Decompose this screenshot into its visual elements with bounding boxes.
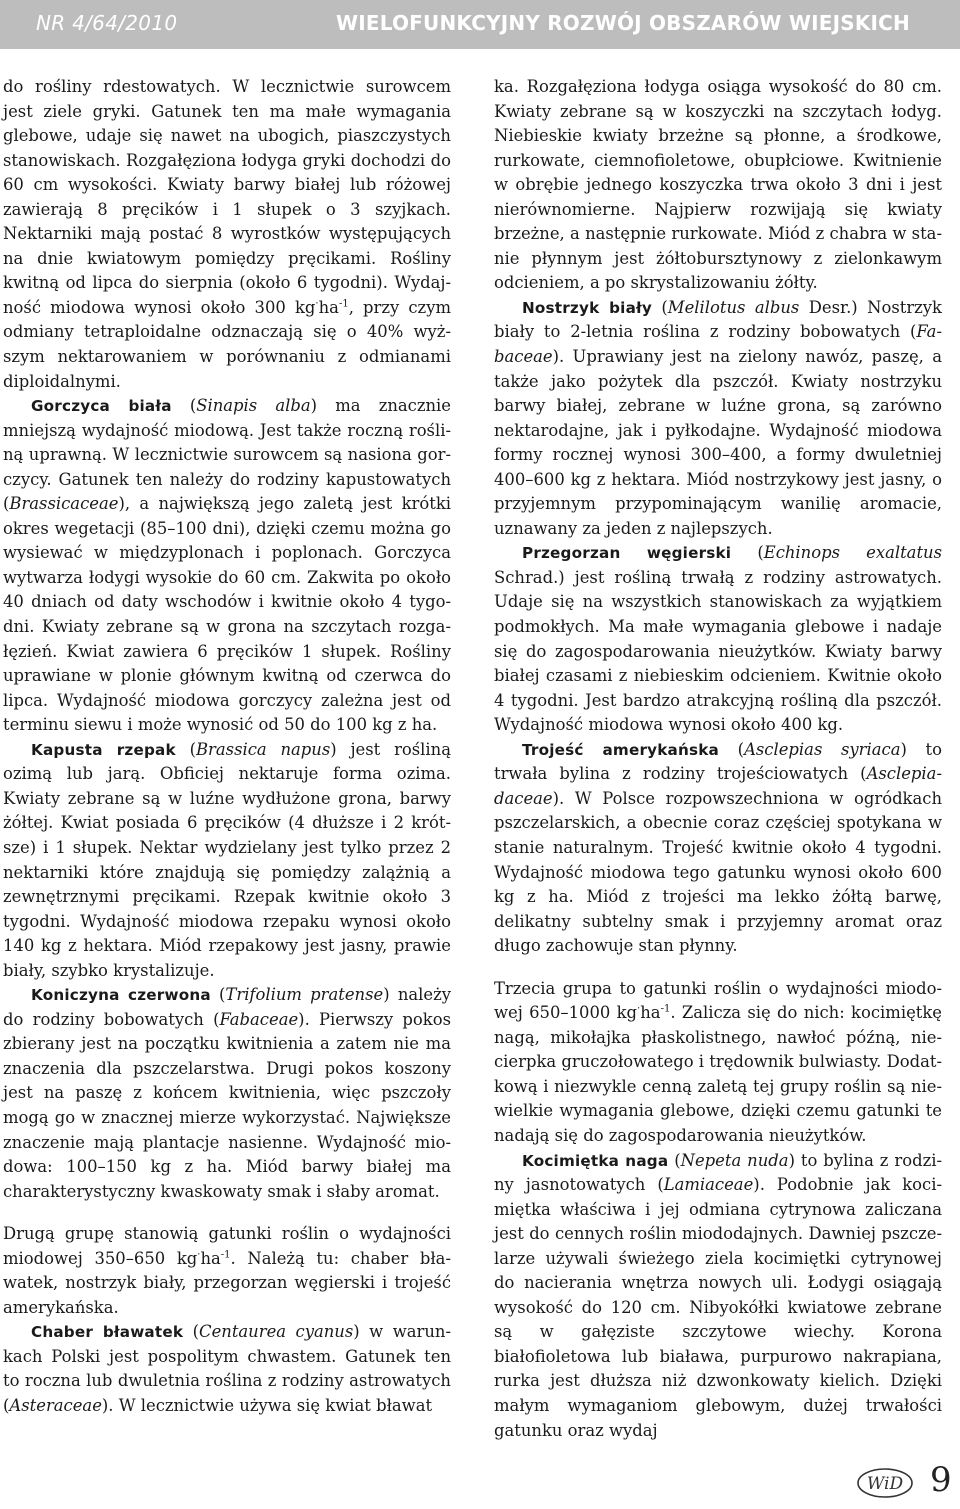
paragraph: do rośliny rdestowatych. W lecznictwie surowcem jest ziele gryki. Gatunek ten ma małe wymagania glebowe, udaje się nawet na ubogich, piaszczystych stanowiskach. Rozgałęziona łodyga gryki dochodzi do 60 cm wysokości. Kwiaty barwy białej lub różowej zawierają 8 pręcików i 1 słupek o 3 szyjkach. Nektarniki mają postać 8 wyrostków występujących na dnie kwiatowym pomiędzy pręcikami. Rośliny kwitną od lipca do sierpnia (około 6 tygodni). Wydajność miodowa wynosi około 300 $kg^\cdot ha^{-1}$, przy czym odmiany tetraploidalne odznaczają się o 40% wyższym nektarowaniem w porównaniu z odmianami diploidalnymi. — [3, 77, 451, 391]
paragraph: Trojeść amerykańska (Asclepias syriaca) to trwała bylina z rodziny trojeściowatych (Asclepiadaceae). W Polsce rozpowszechniona w ogródkach pszczelarskich, a obecnie coraz częściej spotykana w stanie naturalnym. Trojeść kwitnie około 4 tygodni. Wydajność miodowa tego gatunku wynosi około 600 kg z ha. Miód z trojeści ma lekko żółtą barwę, delikatny subtelny smak i przyjemny aromat oraz długo zachowuje stan płynny. — [494, 739, 942, 956]
paragraph: Chaber bławatek (Centaurea cyanus) w warunkach Polski jest pospolitym chwastem. Gatunek ten to roczna lub dwuletnia roślina z rodziny astrowatych (Asteraceae). W lecznictwie używa się kwiat bławat — [3, 1322, 451, 1415]
plant-name: Kapusta rzepak — [31, 740, 176, 759]
right-column — [494, 75, 942, 1443]
plant-name: Przegorzan węgierski — [522, 544, 732, 563]
plant-name: Gorczyca biała — [31, 397, 172, 416]
journal-title: WIELOFUNKCYJNY ROZWÓJ OBSZARÓW WIEJSKICH — [335, 11, 910, 35]
plant-name: Nostrzyk biały — [522, 298, 652, 317]
paragraph: ka. Rozgałęziona łodyga osiąga wysokość do 80 cm. Kwiaty zebrane są w koszyczki na szczytach łodyg. Niebieskie kwiaty brzeżne są płonne, a środkowe, rurkowate, ciemnofioletowe, obupłciowe. Kwitnienie w obrębie jednego koszyczka trwa około 3 dni i jest nierównomierne. Najpierw rozwijają się kwiaty brzeżne, a następnie rurkowate. Miód z chabra w stanie płynnym jest żółtobursztynowy z zielonkawym odcieniem, a po skrystalizowaniu żółty. — [494, 77, 942, 293]
plant-name: Trojeść amerykańska — [522, 740, 720, 759]
paragraph: Kapusta rzepak (Brassica napus) jest rośliną ozimą lub jarą. Obficiej nektaruje forma ozima. Kwiaty zebrane są w luźne wydłużone grona, barwy żółtej. Kwiat posiada 6 pręcików (4 dłuższe i 2 krótsze) i 1 słupek. Nektar wydzielany jest tylko przez 2 nektarniki które znajdują się pomiędzy zalążnią a zewnętrznymi pręcikami. Rzepak kwitnie około 3 tygodni. Wydajność miodowa rzepaku wynosi około 140 kg z hektara. Miód rzepakowy jest jasny, prawie biały, szybko krystalizuje. — [3, 739, 451, 980]
paragraph: Trzecia grupa to gatunki roślin o wydajności miodowej 650–1000 $kg^\cdot ha^{-1}$. Zalicza się do nich: kocimiętkę nagą, mikołajka płaskolistnego, nawłoć późną, niecierpka gruczołowatego i trędownik bulwiasty. Dodatkową i niezwykle cenną zaletą tej grupy roślin są niewielkie wymagania glebowe, dzięki czemu gatunki te nadają się do zagospodarowania nieużytków. — [494, 978, 942, 1145]
plant-name: Koniczyna czerwona — [31, 986, 211, 1005]
paragraph: Drugą grupę stanowią gatunki roślin o wydajności miodowej 350–650 $kg^\cdot ha^{-1}$. Należą tu: chaber bławatek, nostrzyk biały, przegorzan węgierski i trojeść amerykańska. — [3, 1224, 451, 1317]
paragraph: Gorczyca biała (Sinapis alba) ma znacznie mniejszą wydajność miodową. Jest także roczną rośliną uprawną. W lecznictwie surowcem są nasiona gorczycy. Gatunek ten należy do rodziny kapustowatych (Brassicaceae), a największą jego zaletą jest krótki okres wegetacji (85–100 dni), dzięki czemu można go wysiewać w międzyplonach i poplonach. Gorczyca wytwarza łodygi wysokie do 60 cm. Zakwita po około 40 dniach od daty wschodów i kwitnie około 4 tygodni. Kwiaty zebrane są w grona na szczytach rozgałęzień. Kwiat zawiera 6 pręcików 1 słupek. Rośliny uprawiane w plonie głównym kwitną od czerwca do lipca. Wydajność miodowa gorczycy zależna jest od terminu siewu i może wynosić od 50 do 100 kg z ha. — [3, 396, 451, 735]
running-header — [0, 0, 960, 49]
paragraph: Kocimiętka naga (Nepeta nuda) to bylina z rodziny jasnotowatych (Lamiaceae). Podobnie jak kocimiętka właściwa i jej odmiana cytrynowa zaliczana jest do cennych roślin miododajnych. Dawniej pszczelarze używali świeżego ziela kocimiętki cytrynowej do nacierania wnętrza nowych uli. Łodygi osiągają wysokość do 120 cm. Nibyokółki kwiatowe zebrane są w gałęziste szczytowe wiechy. Korona białofioletowa lub biaława, purpurowo nakrapiana, rurka jest dłuższa niż dzwonkowaty kielich. Dzięki małym wymaganiom glebowym, dużej trwałości gatunku oraz wydaj — [494, 1150, 943, 1440]
issue-number: NR 4/64/2010 — [36, 11, 178, 35]
plant-name: Kocimiętka naga — [522, 1151, 669, 1170]
paragraph: Nostrzyk biały (Melilotus albus Desr.) Nostrzyk biały to 2-letnia roślina z rodziny bobowatych (Fabaceae). Uprawiany jest na zielony nawóz, paszę, a także jako pożytek dla pszczół. Kwiaty nostrzyku barwy białej, zebrane w luźne grona, są zarówno nektarodajne, jak i pyłkodajne. Wydajność miodowa formy rocznej wynosi 300–400, a formy dwuletniej 400–600 kg z hektara. Miód nostrzykowy jest jasny, o przyjemnym przypominającym wanilię aromacie, uznawany za jeden z najlepszych. — [494, 297, 942, 538]
page-number: 9 — [930, 1460, 952, 1500]
logo-text: WiD — [866, 1474, 904, 1494]
wid-logo — [855, 1466, 915, 1500]
paragraph: Koniczyna czerwona (Trifolium pratense) należy do rodziny bobowatych (Fabaceae). Pierwszy pokos zbierany jest na początku kwitnienia a zatem nie ma znaczenia dla pszczelarstwa. Drugi pokos koszony jest na paszę z końcem kwitnienia, więc pszczoły mogą go w znacznej mierze wykorzystać. Największe znaczenie mają plantacje nasienne. Wydajność miodowa: 100–150 kg z ha. Miód barwy białej ma charakterystyczny kwaskowaty smak i słaby aromat. — [3, 985, 451, 1201]
plant-name: Chaber bławatek — [31, 1323, 184, 1342]
paragraph: Przegorzan węgierski (Echinops exaltatus Schrad.) jest rośliną trwałą z rodziny astrowatych. Udaje się na wszystkich stanowiskach za wyjątkiem podmokłych. Ma małe wymagania glebowe i nadaje się do zagospodarowania nieużytków. Kwiaty barwy białej czasami z niebieskim odcieniem. Kwitnie około 4 tygodni. Jest bardzo atrakcyjną rośliną dla pszczół. Wydajność miodowa wynosi około 400 kg. — [494, 543, 942, 735]
left-column — [3, 75, 451, 1419]
